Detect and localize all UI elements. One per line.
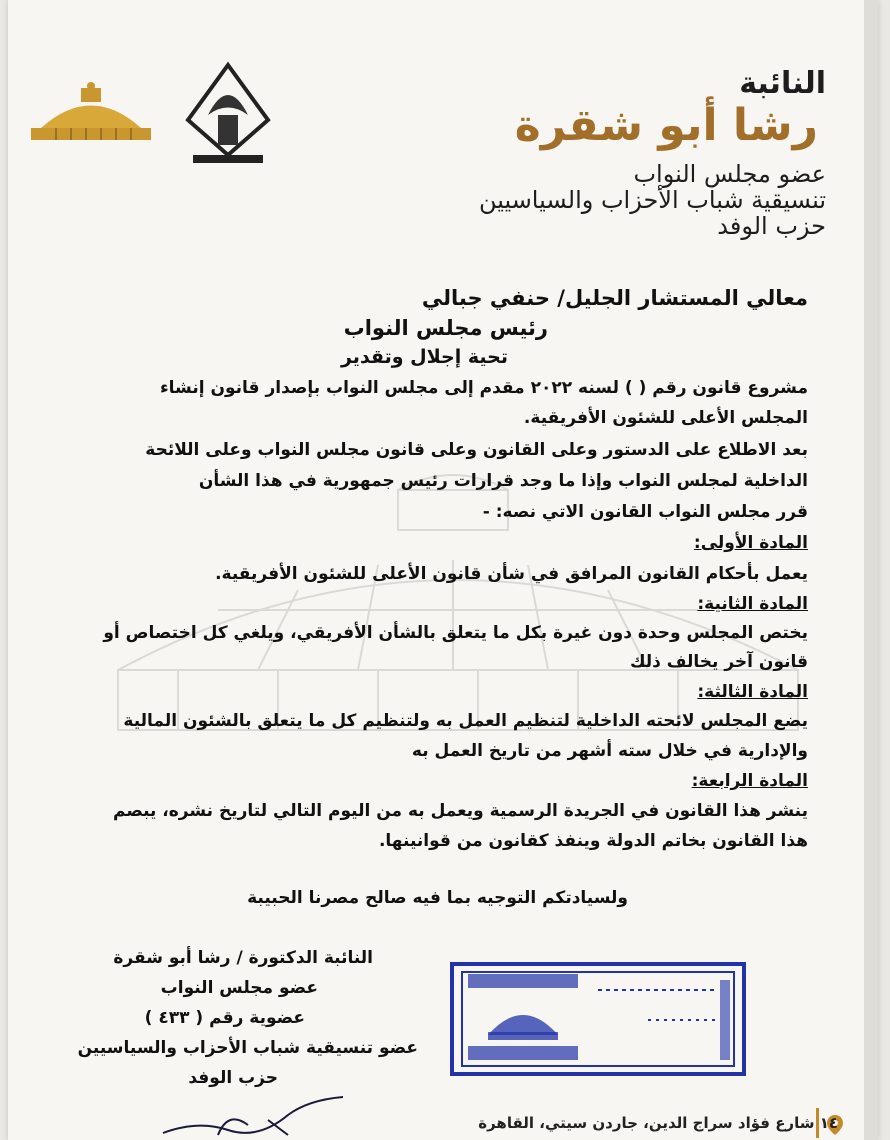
article-text: يختص المجلس وحدة دون غيرة بكل ما يتعلق بالشأن الأفريقي، ويلغي كل اختصاص أو — [103, 623, 808, 643]
header-org: تنسيقية شباب الأحزاب والسياسيين — [478, 186, 826, 214]
signature-line: عضوية رقم ( ٤٣٣ ) — [144, 1008, 305, 1028]
tansiqia-logo — [178, 60, 278, 170]
header-title: النائبة — [739, 66, 826, 101]
article-heading: المادة الثانية: — [697, 594, 808, 614]
header-role: عضو مجلس النواب — [633, 160, 826, 188]
official-stamp — [448, 960, 748, 1078]
preamble-line: الداخلية لمجلس النواب وإذا ما وجد قرارات رئيس جمهورية في هذا الشأن — [198, 471, 808, 491]
parliament-logo — [26, 78, 156, 148]
signature-line: حزب الوفد — [188, 1068, 278, 1088]
mp-name: رشا أبو شقرة — [514, 100, 818, 151]
article-text: قانون آخر يخالف ذلك — [629, 652, 808, 672]
article-text: هذا القانون بخاتم الدولة وينفذ كقانون من قوانينها. — [378, 831, 808, 851]
article-text: والإدارية في خلال سته أشهر من تاريخ العمل به — [411, 741, 808, 761]
letter-page — [8, 0, 878, 1140]
footer-address: ١٤ شارع فؤاد سراج الدين، جاردن سيتي، القاهرة — [478, 1114, 838, 1132]
preamble-line: بعد الاطلاع على الدستور وعلى القانون وعلى قانون مجلس النواب وعلى اللائحة — [145, 440, 808, 460]
addressee-title: رئيس مجلس النواب — [343, 316, 548, 340]
signature-line: عضو تنسيقية شباب الأحزاب والسياسيين — [77, 1038, 418, 1058]
article-text: يعمل بأحكام القانون المرافق في شأن قانون الأعلى للشئون الأفريقية. — [215, 564, 808, 584]
signature-line: عضو مجلس النواب — [160, 978, 318, 998]
intro-line: المجلس الأعلى للشئون الأفريقية. — [523, 408, 808, 428]
preamble-line: قرر مجلس النواب القانون الاتي نصه: - — [482, 502, 808, 522]
closing: ولسيادتكم التوجيه بما فيه صالح مصرنا الحبيبة — [247, 888, 628, 908]
header-party: حزب الوفد — [717, 212, 826, 240]
article-heading: المادة الرابعة: — [691, 771, 808, 791]
article-heading: المادة الأولى: — [693, 533, 808, 553]
page-edge — [864, 0, 878, 1140]
salutation: معالي المستشار الجليل/ حنفي جبالي — [421, 286, 808, 310]
greeting: تحية إجلال وتقدير — [340, 346, 508, 368]
article-text: يضع المجلس لائحته الداخلية لتنظيم العمل به ولتنظيم كل ما يتعلق بالشئون المالية — [123, 711, 808, 731]
handwritten-signature — [158, 1085, 348, 1140]
article-text: ينشر هذا القانون في الجريدة الرسمية ويعمل به من اليوم التالي لتاريخ نشره، يبصم — [112, 801, 808, 821]
article-heading: المادة الثالثة: — [697, 682, 808, 702]
intro-line: مشروع قانون رقم ( ) لسنه ٢٠٢٢ مقدم إلى مجلس النواب بإصدار قانون إنشاء — [159, 378, 808, 398]
signature-line: النائبة الدكتورة / رشا أبو شقرة — [113, 948, 373, 968]
